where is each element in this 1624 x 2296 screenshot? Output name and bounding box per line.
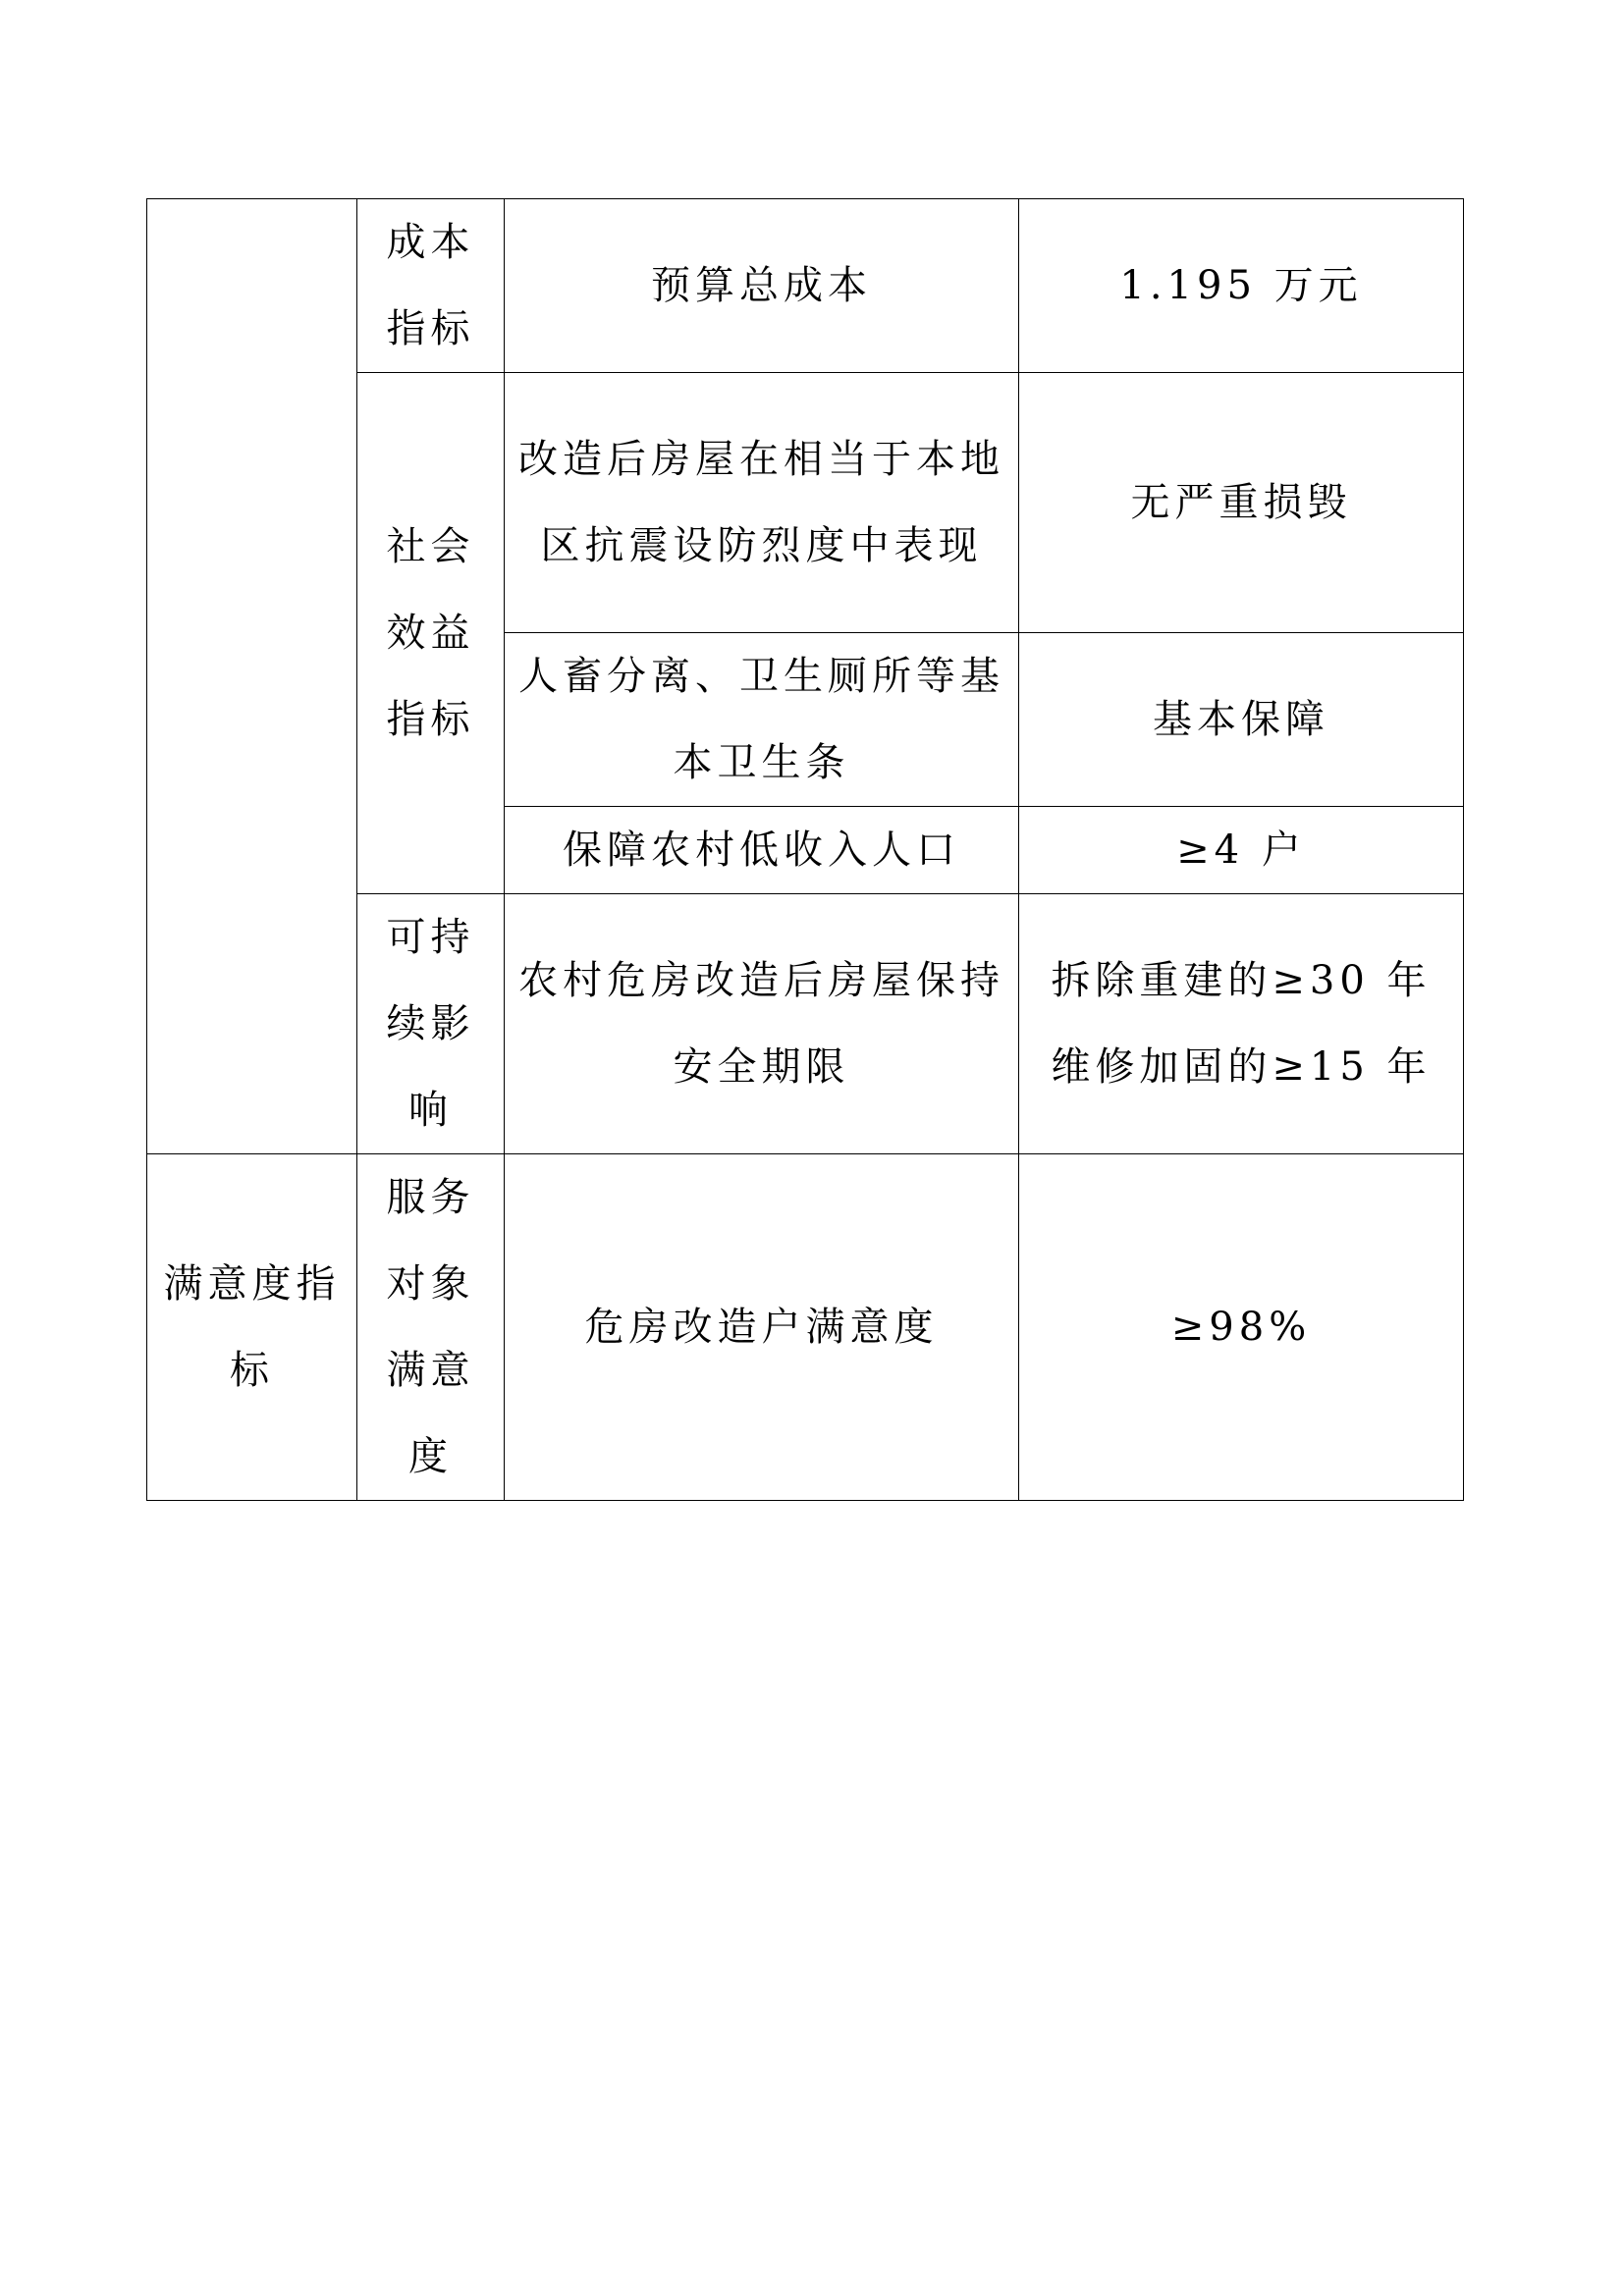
value-low-income: ≥4 户 [1019,807,1464,894]
value-seismic-performance: 无严重损毁 [1019,373,1464,633]
table-row-cost [147,199,1464,373]
value-repair-years: 维修加固的≥15 年 [1051,1044,1432,1090]
subcategory-social-benefit: 社会效益指标 [357,373,505,894]
category-satisfaction: 满意度指标 [147,1154,357,1501]
document-page [146,198,1463,1501]
category-cell-empty [147,199,357,1154]
indicator-safety-period: 农村危房改造后房屋保持安全期限 [505,894,1019,1154]
value-safety-period [1019,894,1464,1154]
performance-indicator-table [146,198,1464,1501]
value-budget-total-cost: 1.195 万元 [1019,199,1464,373]
indicator-sanitation: 人畜分离、卫生厕所等基本卫生条 [505,633,1019,807]
value-rebuild-years: 拆除重建的≥30 年 [1051,958,1432,1003]
indicator-budget-total-cost: 预算总成本 [505,199,1019,373]
indicator-low-income: 保障农村低收入人口 [505,807,1019,894]
subcategory-cost: 成本指标 [357,199,505,373]
indicator-household-satisfaction: 危房改造户满意度 [505,1154,1019,1501]
value-household-satisfaction: ≥98% [1019,1154,1464,1501]
table-row-satisfaction [147,1154,1464,1501]
subcategory-sustainable: 可持续影响 [357,894,505,1154]
subcategory-service-satisfaction: 服务对象满意度 [357,1154,505,1501]
indicator-seismic-performance: 改造后房屋在相当于本地区抗震设防烈度中表现 [505,373,1019,633]
value-sanitation: 基本保障 [1019,633,1464,807]
